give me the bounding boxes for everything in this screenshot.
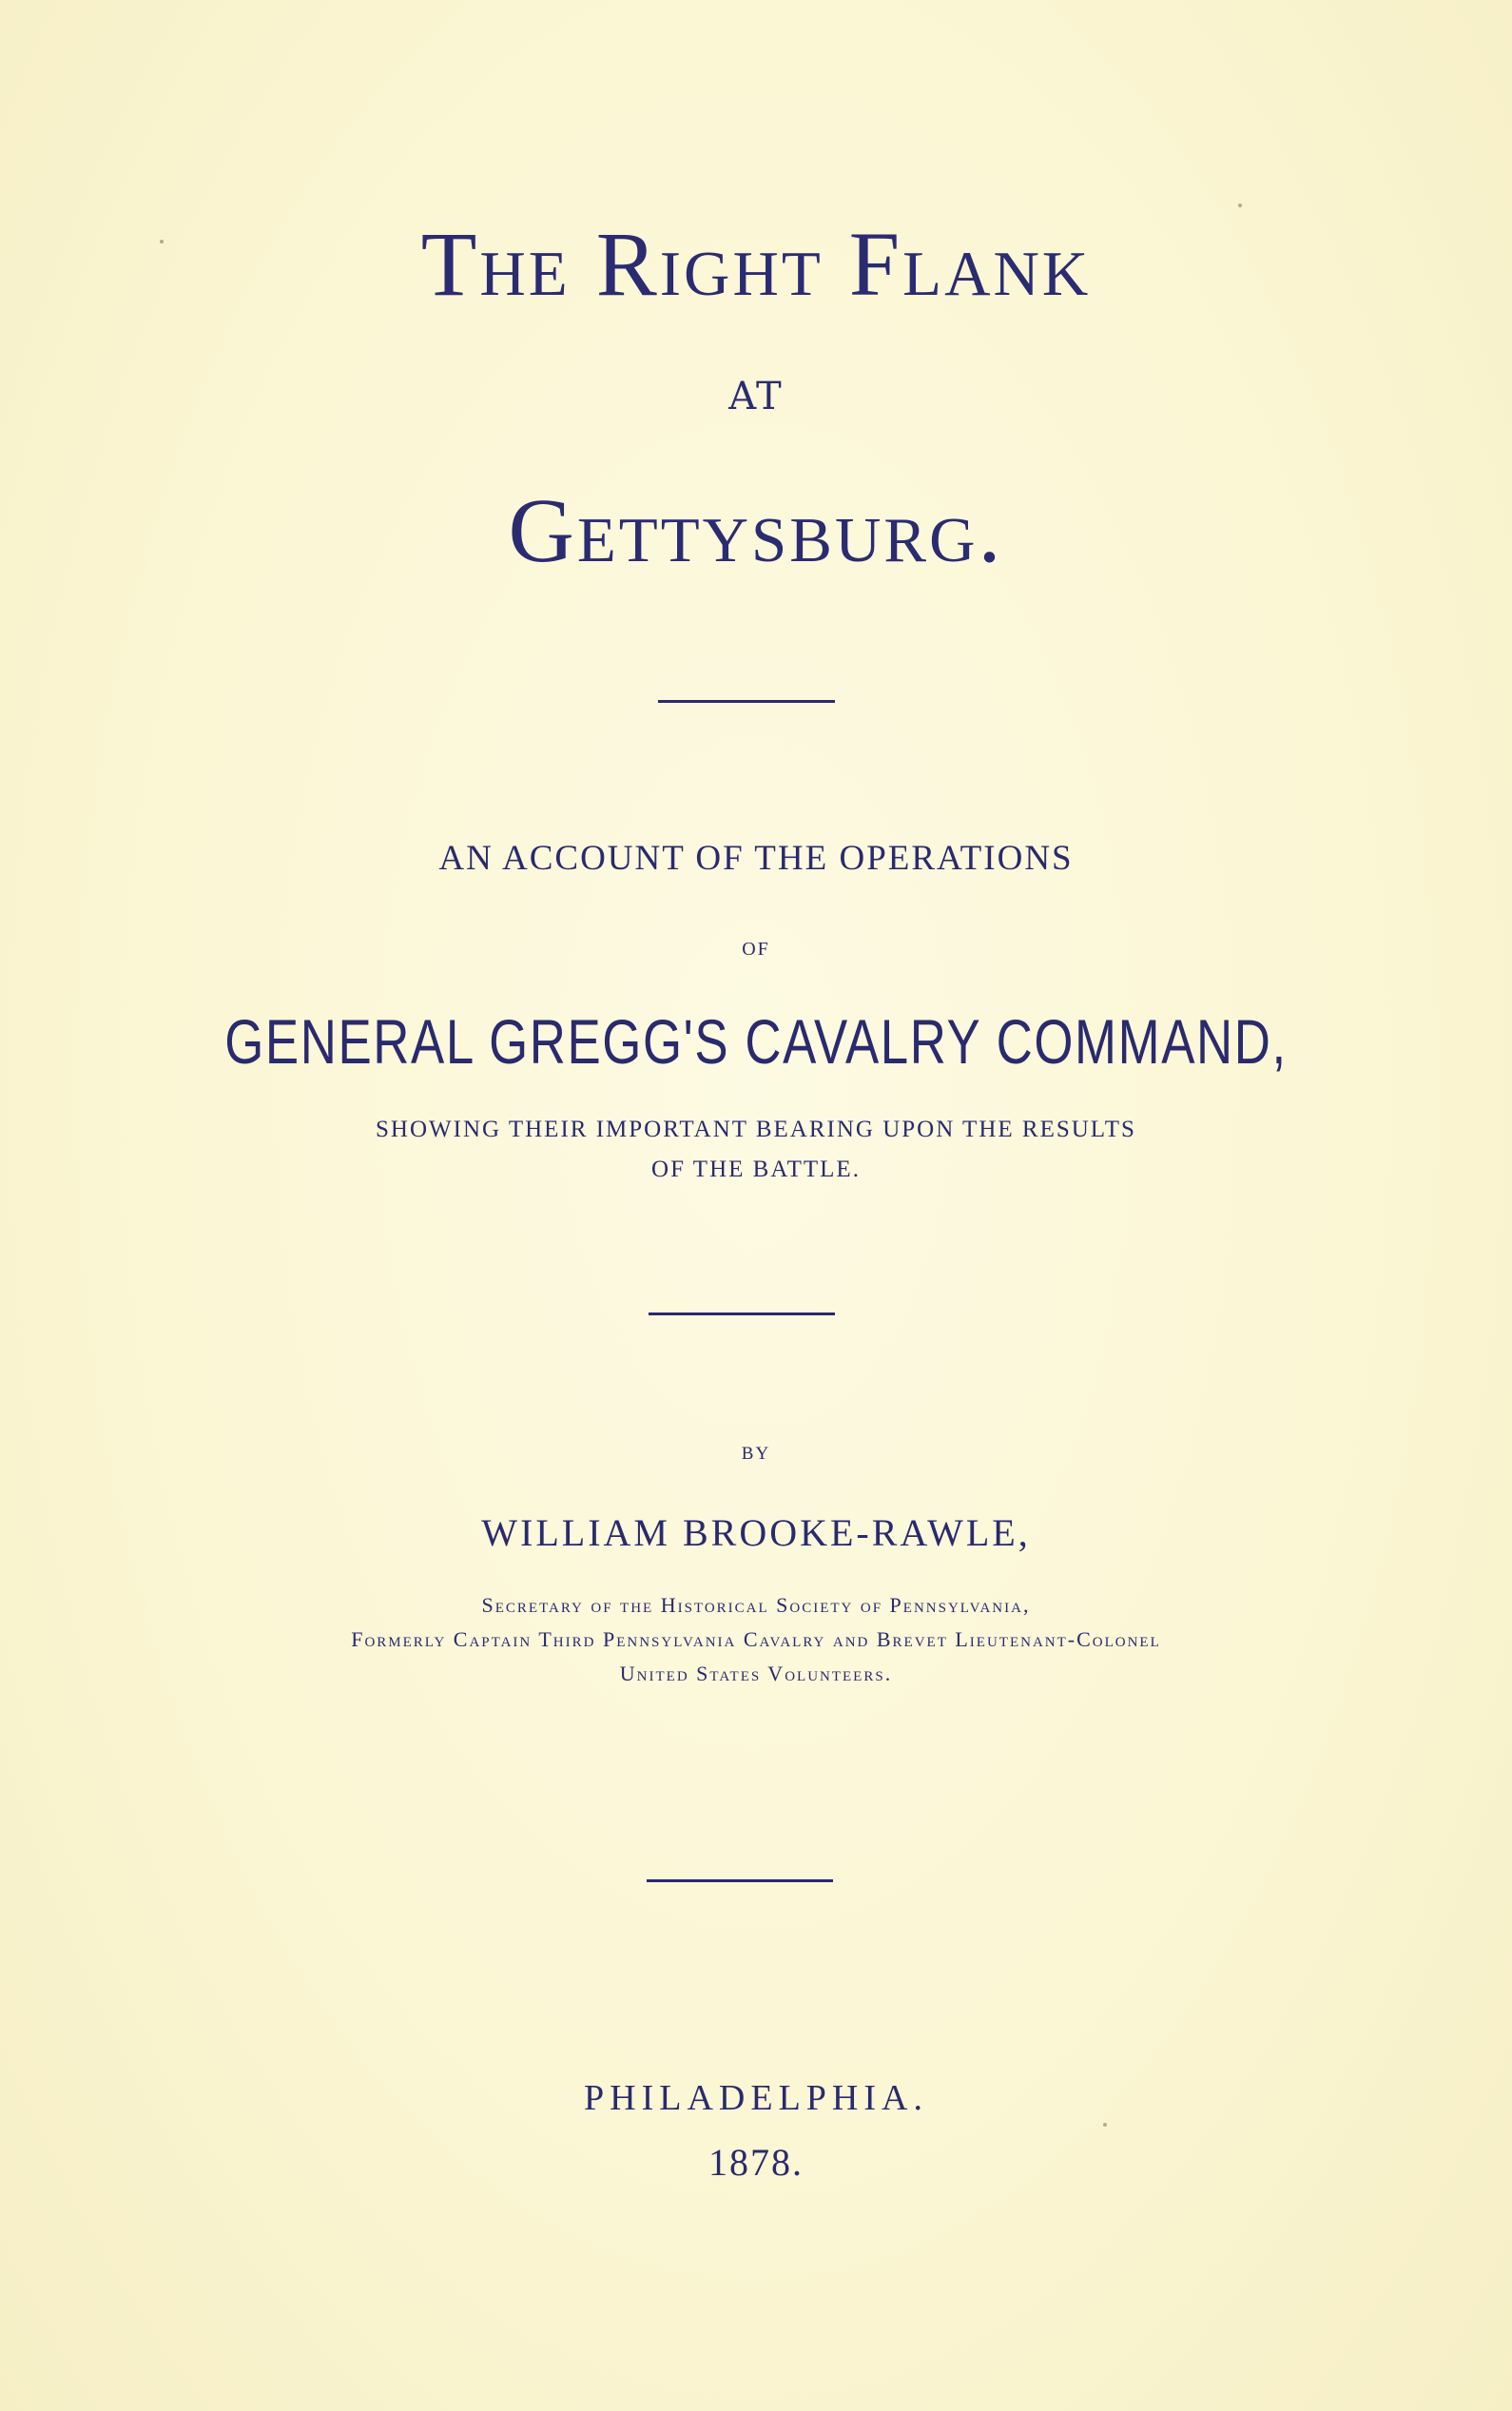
divider-rule-2 <box>649 1312 835 1315</box>
subtitle-of: OF <box>742 939 770 960</box>
title-line-1: The Right Flank <box>420 213 1092 315</box>
title-line-3: Gettysburg. <box>508 479 1004 581</box>
publication-year: 1878. <box>708 2141 804 2184</box>
author-name: WILLIAM BROOKE-RAWLE, <box>481 1511 1031 1554</box>
author-credit-line-3: United States Volunteers. <box>619 1662 893 1685</box>
author-credit-line-2: Formerly Captain Third Pennsylvania Cavalry and Brevet Lieutenant-Colonel <box>351 1627 1161 1651</box>
subtitle-line-1: AN ACCOUNT OF THE OPERATIONS <box>438 839 1074 878</box>
divider-rule-1 <box>658 700 835 703</box>
subtitle-line-5: OF THE BATTLE. <box>651 1157 861 1182</box>
title-connector-at: AT <box>728 375 784 418</box>
author-credit-line-1: Secretary of the Historical Society of Pennsylvania, <box>481 1593 1031 1617</box>
publication-place: PHILADELPHIA. <box>584 2078 928 2118</box>
divider-rule-3 <box>647 1879 833 1882</box>
by-label: BY <box>741 1444 771 1464</box>
subtitle-line-3: GENERAL GREGG'S CAVALRY COMMAND, <box>224 1006 1288 1077</box>
subtitle-line-4: SHOWING THEIR IMPORTANT BEARING UPON THE RESULTS <box>376 1117 1136 1142</box>
